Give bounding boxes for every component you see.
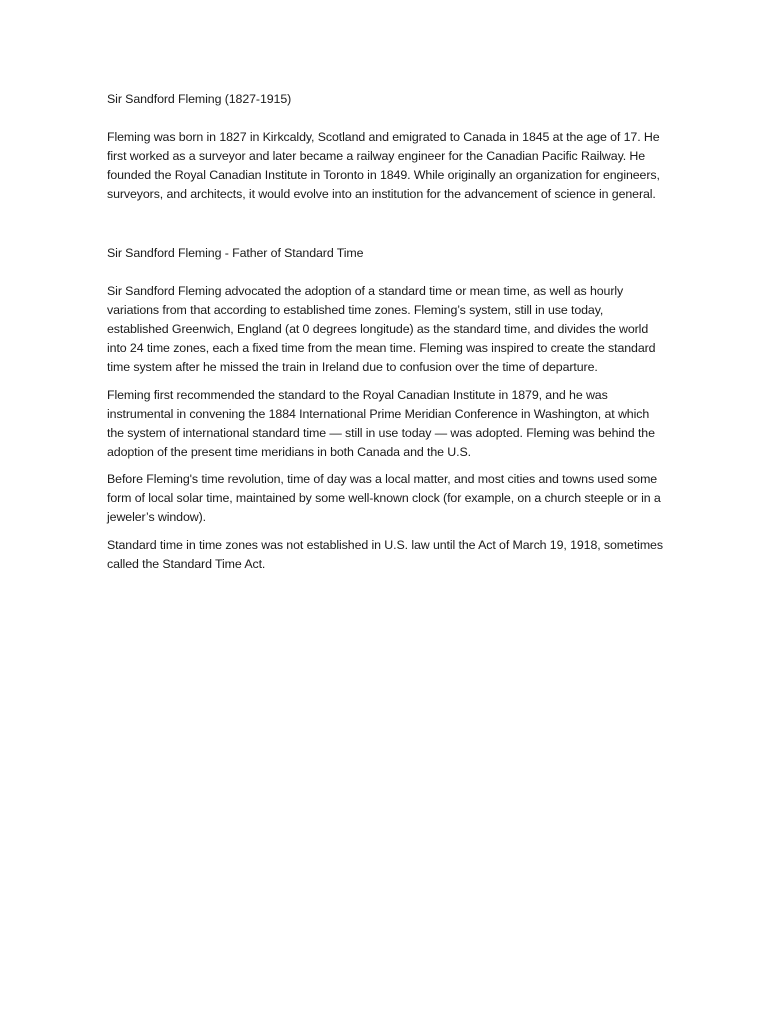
paragraph-standard-time-act: Standard time in time zones was not established in U.S. law until the Act of March 19, 1918, sometimes called the Standard Time Act.: [107, 537, 663, 571]
document-title: Sir Sandford Fleming (1827-1915): [107, 92, 292, 106]
document-page: [107, 90, 667, 582]
paragraph-standard-time: Sir Sandford Fleming advocated the adoption of a standard time or mean time, as well as hourly variations from that according to established time zones. Fleming’s system, still in use today, established Greenwich, England (at 0 degrees longitude) as the standard time, and divides the world into 24 time zones, each a fixed time from the mean time. Fleming was inspired to create the standard time system after he missed the train in Ireland due to confusion over the time of departure.: [107, 284, 656, 374]
paragraph-early-life: Fleming was born in 1827 in Kirkcaldy, Scotland and emigrated to Canada in 1845 at the age of 17. He first worked as a surveyor and later became a railway engineer for the Canadian Pacific Railway. He founded the Royal Canadian Institute in Toronto in 1849. While originally an organization for engineers, surveyors, and architects, it would evolve into an institution for the advancement of science in general.: [107, 130, 660, 201]
section-heading-standard-time: Sir Sandford Fleming - Father of Standard Time: [107, 246, 364, 260]
paragraph-local-time: Before Fleming's time revolution, time of day was a local matter, and most cities and towns used some form of local solar time, maintained by some well-known clock (for example, on a church steeple or in a jeweler’s window).: [107, 472, 661, 524]
paragraph-meridian-conference: Fleming first recommended the standard to the Royal Canadian Institute in 1879, and he was instrumental in convening the 1884 International Prime Meridian Conference in Washington, at which the system of international standard time — still in use today — was adopted. Fleming was behind the adoption of the present time meridians in both Canada and the U.S.: [107, 387, 655, 459]
